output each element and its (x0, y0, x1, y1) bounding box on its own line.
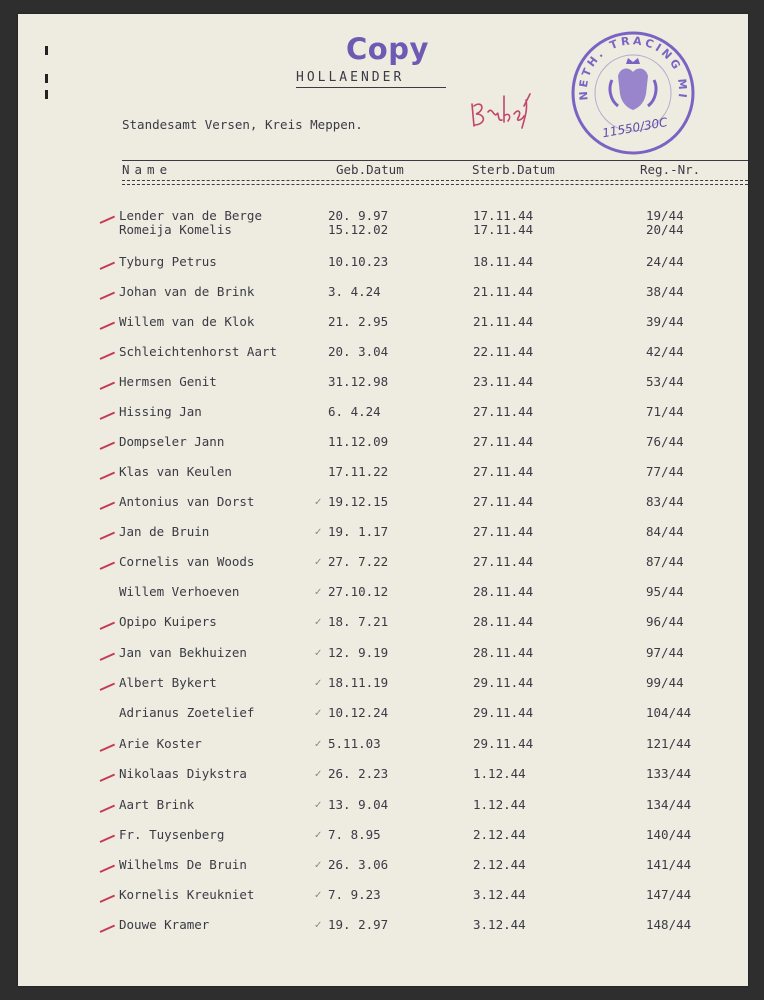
punch-hole (45, 90, 48, 99)
row-death-date: 29.11.44 (473, 705, 534, 720)
row-reg-number: 20/44 (646, 222, 684, 237)
red-check-mark (100, 925, 115, 933)
row-reg-number: 148/44 (646, 917, 692, 932)
row-death-date: 28.11.44 (473, 584, 534, 599)
red-check-mark (100, 562, 115, 570)
pencil-check-mark: ✓ (314, 739, 323, 750)
row-name: Willem Verhoeven (119, 584, 240, 599)
pencil-check-mark: ✓ (314, 890, 323, 901)
row-name: Kornelis Kreukniet (119, 887, 255, 902)
row-reg-number: 121/44 (646, 736, 692, 751)
red-check-mark (100, 382, 115, 390)
document-title: HOLLAENDER (296, 70, 405, 85)
red-check-mark (100, 262, 115, 270)
stamp-arc-text: NETH. TRACING MI (576, 34, 690, 102)
row-birth-date: 7. 8.95 (328, 827, 381, 842)
red-check-mark (100, 412, 115, 420)
header-double-rule (122, 180, 748, 185)
red-check-mark (100, 322, 115, 330)
row-name: Nikolaas Diykstra (119, 766, 247, 781)
row-birth-date: 17.11.22 (328, 464, 389, 479)
row-birth-date: 26. 2.23 (328, 766, 389, 781)
row-name: Wilhelms De Bruin (119, 857, 247, 872)
row-death-date: 3.12.44 (473, 917, 526, 932)
row-death-date: 27.11.44 (473, 464, 534, 479)
row-death-date: 17.11.44 (473, 222, 534, 237)
row-name: Arie Koster (119, 736, 202, 751)
row-birth-date: 7. 9.23 (328, 887, 381, 902)
row-death-date: 27.11.44 (473, 404, 534, 419)
row-birth-date: 19.12.15 (328, 494, 389, 509)
row-birth-date: 10.12.24 (328, 705, 389, 720)
row-reg-number: 133/44 (646, 766, 692, 781)
row-birth-date: 10.10.23 (328, 254, 389, 269)
row-name: Fr. Tuysenberg (119, 827, 225, 842)
row-death-date: 2.12.44 (473, 827, 526, 842)
row-reg-number: 140/44 (646, 827, 692, 842)
row-reg-number: 39/44 (646, 314, 684, 329)
red-check-mark (100, 774, 115, 782)
row-death-date: 27.11.44 (473, 524, 534, 539)
pencil-check-mark: ✓ (314, 557, 323, 568)
row-name: Hermsen Genit (119, 374, 217, 389)
title-underline (296, 87, 446, 89)
row-birth-date: 27. 7.22 (328, 554, 389, 569)
row-reg-number: 19/44 (646, 208, 684, 223)
row-name: Jan van Bekhuizen (119, 645, 247, 660)
row-name: Adrianus Zoetelief (119, 705, 255, 720)
red-check-mark (100, 216, 115, 224)
row-reg-number: 42/44 (646, 344, 684, 359)
row-death-date: 21.11.44 (473, 314, 534, 329)
row-name: Johan van de Brink (119, 284, 255, 299)
pencil-check-mark: ✓ (314, 678, 323, 689)
row-death-date: 1.12.44 (473, 797, 526, 812)
row-reg-number: 104/44 (646, 705, 692, 720)
row-death-date: 1.12.44 (473, 766, 526, 781)
row-birth-date: 20. 3.04 (328, 344, 389, 359)
row-death-date: 3.12.44 (473, 887, 526, 902)
red-check-mark (100, 653, 115, 661)
row-death-date: 27.11.44 (473, 494, 534, 509)
pencil-check-mark: ✓ (314, 800, 323, 811)
column-header-name: Name (122, 162, 173, 177)
column-header-birth: Geb.Datum (336, 162, 404, 177)
row-death-date: 27.11.44 (473, 554, 534, 569)
row-birth-date: 21. 2.95 (328, 314, 389, 329)
row-birth-date: 3. 4.24 (328, 284, 381, 299)
row-death-date: 23.11.44 (473, 374, 534, 389)
row-reg-number: 147/44 (646, 887, 692, 902)
punch-hole (45, 46, 48, 55)
row-name: Dompseler Jann (119, 434, 225, 449)
red-check-mark (100, 352, 115, 360)
row-reg-number: 141/44 (646, 857, 692, 872)
pencil-check-mark: ✓ (314, 617, 323, 628)
row-death-date: 22.11.44 (473, 344, 534, 359)
row-name: Albert Bykert (119, 675, 217, 690)
column-header-reg: Reg.-Nr. (640, 162, 701, 177)
red-check-mark (100, 683, 115, 691)
row-name: Willem van de Klok (119, 314, 255, 329)
row-reg-number: 76/44 (646, 434, 684, 449)
row-birth-date: 18.11.19 (328, 675, 389, 690)
row-death-date: 17.11.44 (473, 208, 534, 223)
row-reg-number: 84/44 (646, 524, 684, 539)
pencil-check-mark: ✓ (314, 769, 323, 780)
punch-hole (45, 74, 48, 83)
row-death-date: 29.11.44 (473, 736, 534, 751)
row-name: Douwe Kramer (119, 917, 210, 932)
row-birth-date: 13. 9.04 (328, 797, 389, 812)
row-name: Hissing Jan (119, 404, 202, 419)
row-birth-date: 26. 3.06 (328, 857, 389, 872)
row-reg-number: 96/44 (646, 614, 684, 629)
row-name: Opipo Kuipers (119, 614, 217, 629)
row-birth-date: 19. 2.97 (328, 917, 389, 932)
red-check-mark (100, 865, 115, 873)
row-death-date: 28.11.44 (473, 645, 534, 660)
red-check-mark (100, 292, 115, 300)
red-check-mark (100, 744, 115, 752)
row-birth-date: 5.11.03 (328, 736, 381, 751)
row-name: Tyburg Petrus (119, 254, 217, 269)
row-reg-number: 24/44 (646, 254, 684, 269)
red-check-mark (100, 472, 115, 480)
pencil-check-mark: ✓ (314, 527, 323, 538)
pencil-check-mark: ✓ (314, 830, 323, 841)
row-death-date: 18.11.44 (473, 254, 534, 269)
row-birth-date: 11.12.09 (328, 434, 389, 449)
row-birth-date: 15.12.02 (328, 222, 389, 237)
row-death-date: 27.11.44 (473, 434, 534, 449)
row-name: Antonius van Dorst (119, 494, 255, 509)
pencil-check-mark: ✓ (314, 648, 323, 659)
row-death-date: 29.11.44 (473, 675, 534, 690)
column-header-death: Sterb.Datum (472, 162, 555, 177)
row-name: Klas van Keulen (119, 464, 232, 479)
row-birth-date: 12. 9.19 (328, 645, 389, 660)
row-birth-date: 18. 7.21 (328, 614, 389, 629)
document-sheet (18, 14, 748, 986)
row-reg-number: 134/44 (646, 797, 692, 812)
copy-stamp: Copy (346, 32, 429, 66)
row-reg-number: 71/44 (646, 404, 684, 419)
row-reg-number: 38/44 (646, 284, 684, 299)
row-reg-number: 53/44 (646, 374, 684, 389)
red-check-mark (100, 502, 115, 510)
row-name: Cornelis van Woods (119, 554, 255, 569)
red-check-mark (100, 442, 115, 450)
red-initials (464, 76, 544, 136)
row-name: Aart Brink (119, 797, 195, 812)
pencil-check-mark: ✓ (314, 920, 323, 931)
row-birth-date: 20. 9.97 (328, 208, 389, 223)
pencil-check-mark: ✓ (314, 587, 323, 598)
row-birth-date: 19. 1.17 (328, 524, 389, 539)
stamp-number: 11550/30C (601, 115, 669, 141)
red-check-mark (100, 532, 115, 540)
pencil-check-mark: ✓ (314, 860, 323, 871)
row-birth-date: 6. 4.24 (328, 404, 381, 419)
row-name: Schleichtenhorst Aart (119, 344, 278, 359)
row-reg-number: 87/44 (646, 554, 684, 569)
row-name: Romeija Komelis (119, 222, 232, 237)
pencil-check-mark: ✓ (314, 708, 323, 719)
tracing-mission-stamp (568, 28, 698, 163)
registry-office: Standesamt Versen, Kreis Meppen. (122, 117, 363, 132)
row-death-date: 2.12.44 (473, 857, 526, 872)
header-rule (122, 160, 748, 161)
row-reg-number: 77/44 (646, 464, 684, 479)
pencil-check-mark: ✓ (314, 497, 323, 508)
row-name: Jan de Bruin (119, 524, 210, 539)
row-reg-number: 95/44 (646, 584, 684, 599)
row-death-date: 28.11.44 (473, 614, 534, 629)
row-death-date: 21.11.44 (473, 284, 534, 299)
red-check-mark (100, 622, 115, 630)
row-birth-date: 27.10.12 (328, 584, 389, 599)
row-reg-number: 97/44 (646, 645, 684, 660)
red-check-mark (100, 895, 115, 903)
row-birth-date: 31.12.98 (328, 374, 389, 389)
red-check-mark (100, 835, 115, 843)
row-name: Lender van de Berge (119, 208, 262, 223)
row-reg-number: 99/44 (646, 675, 684, 690)
red-check-mark (100, 805, 115, 813)
row-reg-number: 83/44 (646, 494, 684, 509)
